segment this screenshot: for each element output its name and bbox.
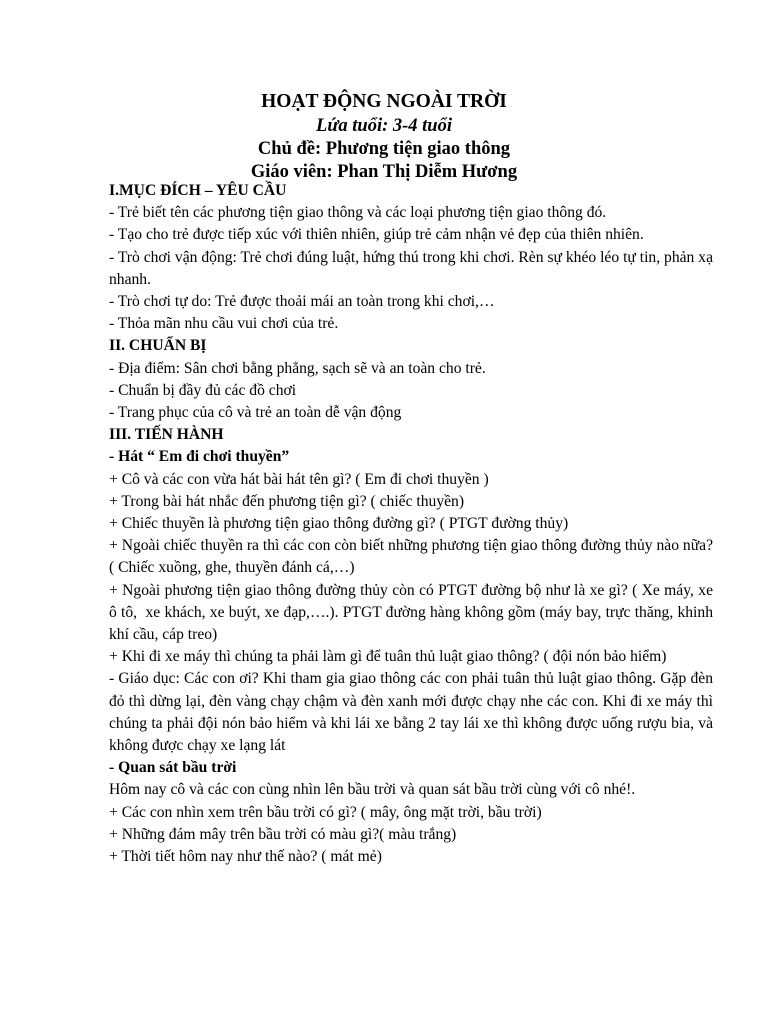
purpose-item: - Trẻ biết tên các phương tiện giao thông và các loại phương tiện giao thông đó. bbox=[109, 204, 607, 222]
purpose-item: - Trò chơi tự do: Trẻ được thoải mái an toàn trong khi chơi,… bbox=[109, 293, 495, 311]
subheading-sky: - Quan sát bầu trời bbox=[109, 759, 237, 777]
doc-title: HOẠT ĐỘNG NGOÀI TRỜI bbox=[261, 91, 507, 112]
observation-item: + Thời tiết hôm nay như thế nào? ( mát mẻ) bbox=[109, 848, 382, 866]
document-body bbox=[109, 180, 717, 868]
preparation-item: - Trang phục của cô và trẻ an toàn dễ vận động bbox=[109, 404, 402, 422]
question-item: + Trong bài hát nhắc đến phương tiện gì? ( chiếc thuyền) bbox=[109, 492, 465, 510]
theme: Chủ đề: Phương tiện giao thông bbox=[257, 139, 511, 159]
subheading-song: - Hát “ Em đi chơi thuyền” bbox=[109, 448, 290, 466]
preparation-item: - Địa điểm: Sân chơi bằng phẳng, sạch sẽ và an toàn cho trẻ. bbox=[109, 359, 486, 377]
question-item: + Cô và các con vừa hát bài hát tên gì? ( Em đi chơi thuyền ) bbox=[109, 470, 489, 488]
preparation-item: - Chuẩn bị đầy đủ các đồ chơi bbox=[109, 381, 297, 399]
purpose-item: - Thỏa mãn nhu cầu vui chơi của trẻ. bbox=[109, 315, 339, 333]
purpose-item: - Trò chơi vận động: Trẻ chơi đúng luật, hứng thú trong khi chơi. Rèn sự khéo léo tự tin, phản xạ nhanh. bbox=[109, 248, 717, 288]
sky-intro: Hôm nay cô và các con cùng nhìn lên bầu trời và quan sát bầu trời cùng với cô nhé!. bbox=[109, 781, 636, 799]
section-heading-preparation: II. CHUẨN BỊ bbox=[109, 337, 207, 355]
age-group: Lứa tuổi: 3-4 tuổi bbox=[316, 116, 452, 136]
title-block bbox=[0, 88, 768, 184]
education-paragraph: - Giáo dục: Các con ơi? Khi tham gia giao thông các con phải tuân thủ luật giao thông. Gặp đèn đỏ thì dừng lại, đèn vàng chạy chậm và đèn xanh mới được chạy nhe các con. Khi đi xe máy thì chúng ta phải đội nón bảo hiểm và khi lái xe bằng 2 tay lái xe thì không được uống rượu bia, và không được chạy xe lạng lát bbox=[109, 670, 717, 755]
teacher: Giáo viên: Phan Thị Diễm Hương bbox=[250, 162, 518, 182]
question-item: + Ngoài phương tiện giao thông đường thủy còn có PTGT đường bộ như là xe gì? ( Xe máy, xe ô tô, xe khách, xe buýt, xe đạp,….). PTGT đường hàng không gồm (máy bay, trực thăng, khinh khí cầu, cáp treo) bbox=[109, 581, 717, 644]
purpose-item: - Tạo cho trẻ được tiếp xúc với thiên nhiên, giúp trẻ cảm nhận vẻ đẹp của thiên nhiên. bbox=[109, 226, 644, 244]
observation-item: + Các con nhìn xem trên bầu trời có gì? ( mây, ông mặt trời, bầu trời) bbox=[109, 803, 542, 821]
question-item: + Ngoài chiếc thuyền ra thì các con còn biết những phương tiện giao thông đường thủy nào nữa? ( Chiếc xuồng, ghe, thuyền đánh cá,…) bbox=[109, 537, 717, 577]
question-item: + Chiếc thuyền là phương tiện giao thông đường gì? ( PTGT đường thủy) bbox=[109, 515, 569, 533]
observation-item: + Những đám mây trên bầu trời có màu gì?( màu trắng) bbox=[109, 825, 457, 843]
section-heading-procedure: III. TIẾN HÀNH bbox=[109, 426, 224, 444]
section-heading-purpose: I.MỤC ĐÍCH – YÊU CẦU bbox=[109, 182, 287, 199]
question-item: + Khi đi xe máy thì chúng ta phải làm gì để tuân thủ luật giao thông? ( đội nón bảo hiểm) bbox=[109, 648, 667, 666]
